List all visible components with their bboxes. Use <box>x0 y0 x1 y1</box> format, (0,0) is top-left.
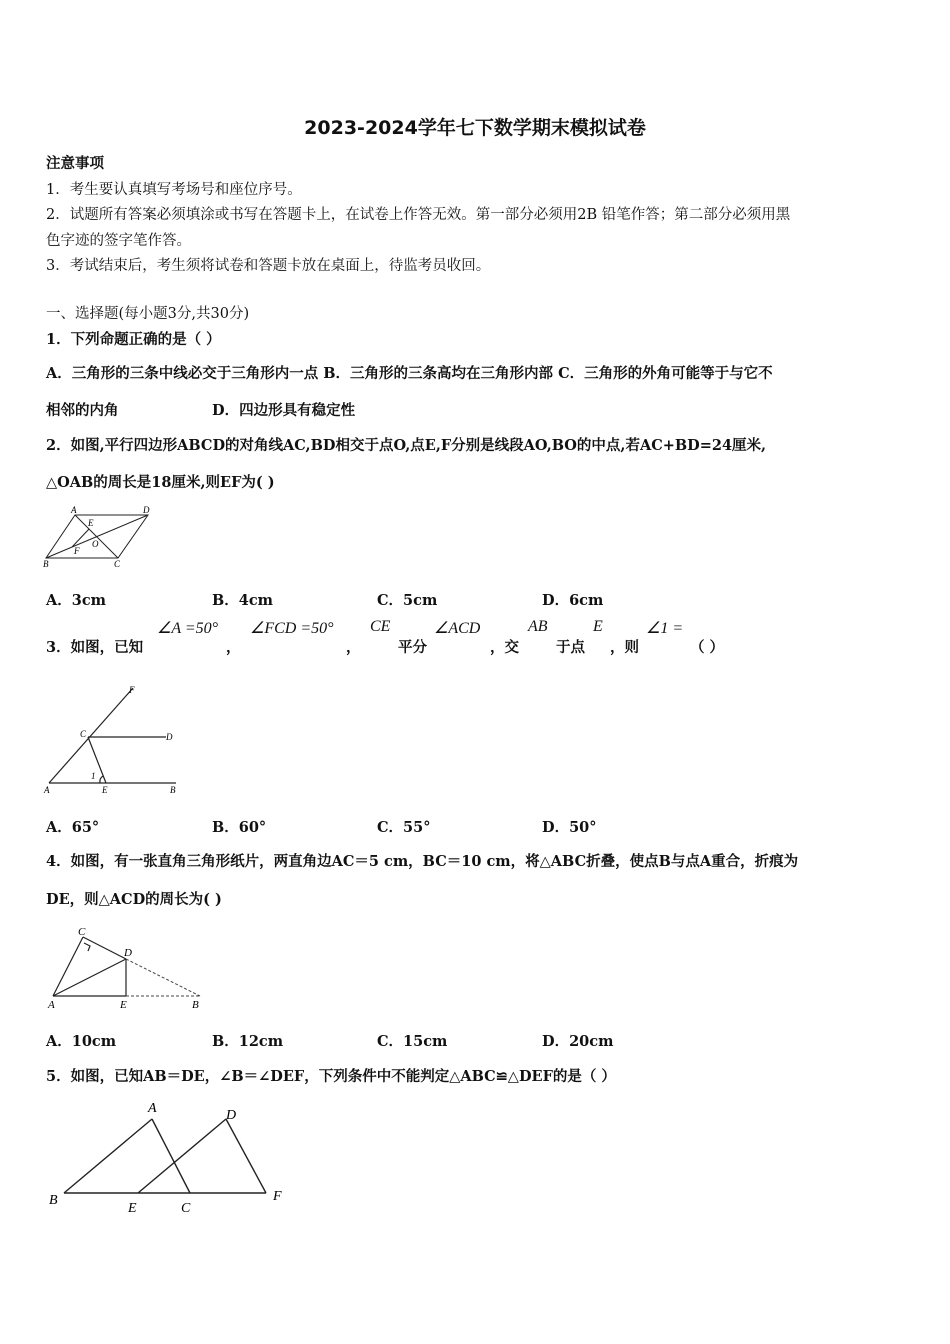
q3-math-e: E <box>593 618 603 635</box>
q4-option-c: C．15cm <box>377 1033 448 1050</box>
q4-option-a: A．10cm <box>46 1033 117 1050</box>
q2-parallelogram-figure <box>40 503 160 571</box>
q3-math-ab: AB <box>528 618 548 635</box>
q2-label: D <box>143 505 150 515</box>
notice-heading: 注意事项 <box>46 155 104 172</box>
q4-label: D <box>124 947 132 959</box>
q2-stem-1: 2．如图,平行四边形ABCD的对角线AC,BD相交于点O,点E,F分别是线段AO,BO的中点,若AC+BD=24厘米, <box>46 437 767 454</box>
q3-option-a: A．65° <box>46 819 100 836</box>
notice-item: 1．考生要认真填写考场号和座位序号。 <box>46 182 302 198</box>
q5-label: A <box>148 1101 157 1116</box>
q1-option-c-cont: 相邻的内角 <box>46 402 119 419</box>
notice-item: 色字迹的签字笔作答。 <box>46 233 191 249</box>
notice-item: 2．试题所有答案必须填涂或书写在答题卡上，在试卷上作答无效。第一部分必须用2B 铅笔作答；第二部分必须用黑 <box>46 207 791 223</box>
q3-option-b: B．60° <box>212 819 267 836</box>
q2-stem-2: △OAB的周长是18厘米,则EF为( ) <box>46 474 275 491</box>
notice-item: 3．考试结束后，考生须将试卷和答题卡放在桌面上，待监考员收回。 <box>46 258 491 274</box>
q3-math-angle-fcd: ∠FCD =50° <box>250 620 334 637</box>
q2-label: F <box>74 546 80 556</box>
q4-option-b: B．12cm <box>212 1033 284 1050</box>
q3-label: A <box>44 785 50 795</box>
q2-label: O <box>92 539 99 549</box>
q3-label: 1 <box>91 771 96 781</box>
q4-label: A <box>48 999 55 1011</box>
q4-stem-1: 4．如图，有一张直角三角形纸片，两直角边AC＝5 cm，BC＝10 cm，将△ABC折叠，使点B与点A重合，折痕为 <box>46 853 799 870</box>
q3-stem-text: 平分 <box>398 639 427 656</box>
q4-stem-2: DE，则△ACD的周长为( ) <box>46 891 222 908</box>
q1-options-line1: A．三角形的三条中线必交于三角形内一点 B．三角形的三条高均在三角形内部 C．三角形的外角可能等于与它不 <box>46 365 773 382</box>
q3-option-c: C．55° <box>377 819 431 836</box>
q3-label: F <box>129 685 135 695</box>
q5-label: B <box>49 1193 58 1208</box>
q2-option-a: A．3cm <box>46 592 107 609</box>
q5-label: F <box>273 1189 282 1204</box>
q3-label: D <box>166 732 173 742</box>
q3-stem-text: ，交 <box>490 639 519 656</box>
q3-stem-text: ， <box>346 639 361 656</box>
q3-stem-text: ，则 <box>610 639 639 656</box>
q1-stem: 1．下列命题正确的是（ ） <box>46 331 221 348</box>
q2-label: B <box>43 559 49 569</box>
q3-math-angle-a: ∠A =50° <box>157 620 219 637</box>
q3-math-angle-acd: ∠ACD <box>434 620 481 637</box>
page-title: 2023-2024学年七下数学期末模拟试卷 <box>304 117 646 139</box>
q3-stem-text: （ ） <box>690 639 725 656</box>
q1-option-d: D．四边形具有稳定性 <box>212 402 356 419</box>
q5-label: E <box>128 1201 137 1216</box>
q3-stem-prefix: 3．如图，已知 <box>46 639 144 656</box>
q2-option-c: C．5cm <box>377 592 438 609</box>
q3-label: E <box>102 785 108 795</box>
q5-stem: 5．如图，已知AB＝DE，∠B＝∠DEF，下列条件中不能判定△ABC≌△DEF的是（ ） <box>46 1068 616 1085</box>
q4-label: C <box>78 926 86 938</box>
q5-label: C <box>181 1201 191 1216</box>
q2-option-b: B．4cm <box>212 592 274 609</box>
q4-label: B <box>192 999 199 1011</box>
q3-stem-text: 于点 <box>556 639 585 656</box>
section-heading: 一、选择题(每小题3分,共30分) <box>46 306 250 322</box>
q5-label: D <box>226 1108 237 1123</box>
q3-label: C <box>80 729 87 739</box>
q3-label: B <box>170 785 176 795</box>
q2-option-d: D．6cm <box>542 592 604 609</box>
q5-congruent-triangles-figure <box>40 1095 300 1220</box>
q3-math-angle-1: ∠1 = <box>646 620 684 637</box>
q3-stem-text: ， <box>226 639 241 656</box>
q2-label: A <box>71 505 77 515</box>
q3-angle-figure <box>40 683 190 798</box>
q3-math-ce: CE <box>370 618 391 635</box>
q2-label: C <box>114 559 121 569</box>
q3-option-d: D．50° <box>542 819 597 836</box>
q4-fold-triangle-figure <box>40 920 215 1012</box>
q4-label: E <box>120 999 127 1011</box>
q2-label: E <box>88 518 94 528</box>
q4-option-d: D．20cm <box>542 1033 614 1050</box>
